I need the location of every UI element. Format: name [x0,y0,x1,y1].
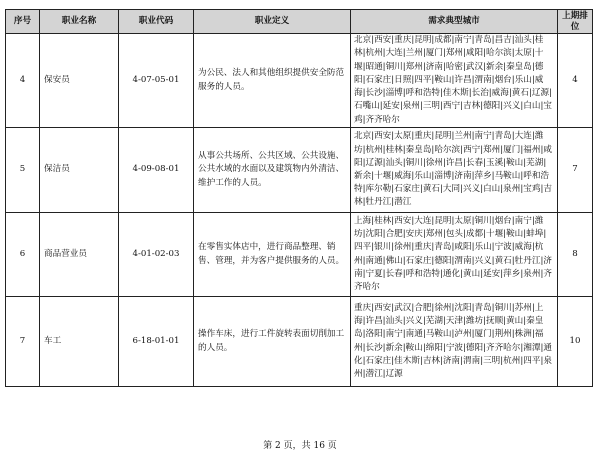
row-code: 4-07-05-01 [119,34,194,128]
header-cities: 需求典型城市 [351,10,558,34]
row-no: 5 [6,128,40,213]
row-definition: 为公民、法人和其他组织提供安全防范服务的人员。 [194,34,351,128]
row-rank: 4 [558,34,593,128]
row-rank: 7 [558,128,593,213]
table-row [6,297,593,387]
row-name: 车工 [40,297,119,387]
row-code: 6-18-01-01 [119,297,194,387]
row-name: 保安员 [40,34,119,128]
table-header-row [6,10,593,34]
table-row [6,128,593,213]
row-cities: 北京|西安|太原|重庆|昆明|兰州|南宁|青岛|大连|潍坊|杭州|桂林|秦皇岛|哈尔滨|西宁|郑州|厦门|福州|咸阳|辽源|汕头|铜川|徐州|许昌|长春|玉溪|鞍山|芜湖|新余|十堰|威海|乐山|淄博|济南|萍乡|马鞍山|呼和浩特|库尔勒|石家庄|黄石|大同|兴义|白山|泉州|宝鸡|吉林|牡丹江|潜江 [351,128,558,213]
header-code: 职业代码 [119,10,194,34]
page-number: 第 2 页，共 16 页 [263,441,337,451]
row-no: 4 [6,34,40,128]
job-demand-table [5,9,593,387]
header-rank: 上期排位 [558,10,593,34]
row-definition: 操作车床，进行工件旋转表面切削加工的人员。 [194,297,351,387]
header-definition: 职业定义 [194,10,351,34]
header-no: 序号 [6,10,40,34]
row-rank: 8 [558,213,593,297]
table-row [6,34,593,128]
row-no: 6 [6,213,40,297]
row-name: 保洁员 [40,128,119,213]
row-definition: 从事公共场所、公共区域、公共设施、公共水域的水面以及建筑物内外清洁、维护工作的人员。 [194,128,351,213]
header-name: 职业名称 [40,10,119,34]
row-name: 商品营业员 [40,213,119,297]
row-cities: 重庆|西安|武汉|合肥|徐州|沈阳|青岛|铜川|苏州|上海|许昌|汕头|兴义|芜湖|天津|潍坊|抚顺|黄山|秦皇岛|洛阳|南宁|南通|马鞍山|泸州|厦门|荆州|株洲|福州|长沙|新余|鞍山|绵阳|宁波|德阳|齐齐哈尔|湘潭|通化|石家庄|佳木斯|吉林|济南|渭南|三明|杭州|四平|泉州|潜江|辽源 [351,297,558,387]
row-code: 4-09-08-01 [119,128,194,213]
table-row [6,213,593,297]
row-cities: 北京|西安|重庆|昆明|成都|南宁|青岛|昌吉|汕头|桂林|杭州|大连|兰州|厦门|郑州|咸阳|哈尔滨|太原|十堰|昭通|铜川|郑州|济南|哈密|武汉|新余|秦皇岛|德阳|石家庄|日照|四平|鞍山|许昌|渭南|烟台|乐山|威海|长沙|淄博|呼和浩特|佳木斯|长治|威海|黄石|辽源|石嘴山|延安|泉州|三明|西宁|吉林|德阳|兴义|白山|宝鸡|齐齐哈尔 [351,34,558,128]
row-code: 4-01-02-03 [119,213,194,297]
row-definition: 在零售实体店中，进行商品整理、销售、管理，并为客户提供服务的人员。 [194,213,351,297]
row-cities: 上海|桂林|西安|大连|昆明|太原|铜川|烟台|南宁|潍坊|沈阳|合肥|安庆|郑州|包头|成都|十堰|鞍山|蚌埠|四平|银川|徐州|重庆|青岛|咸阳|乐山|宁波|威海|杭州|南通|佛山|石家庄|德阳|渭南|兴义|黄石|牡丹江|济南|宁夏|长春|呼和浩特|通化|黄山|延安|萍乡|泉州|齐齐哈尔 [351,213,558,297]
row-rank: 10 [558,297,593,387]
row-no: 7 [6,297,40,387]
